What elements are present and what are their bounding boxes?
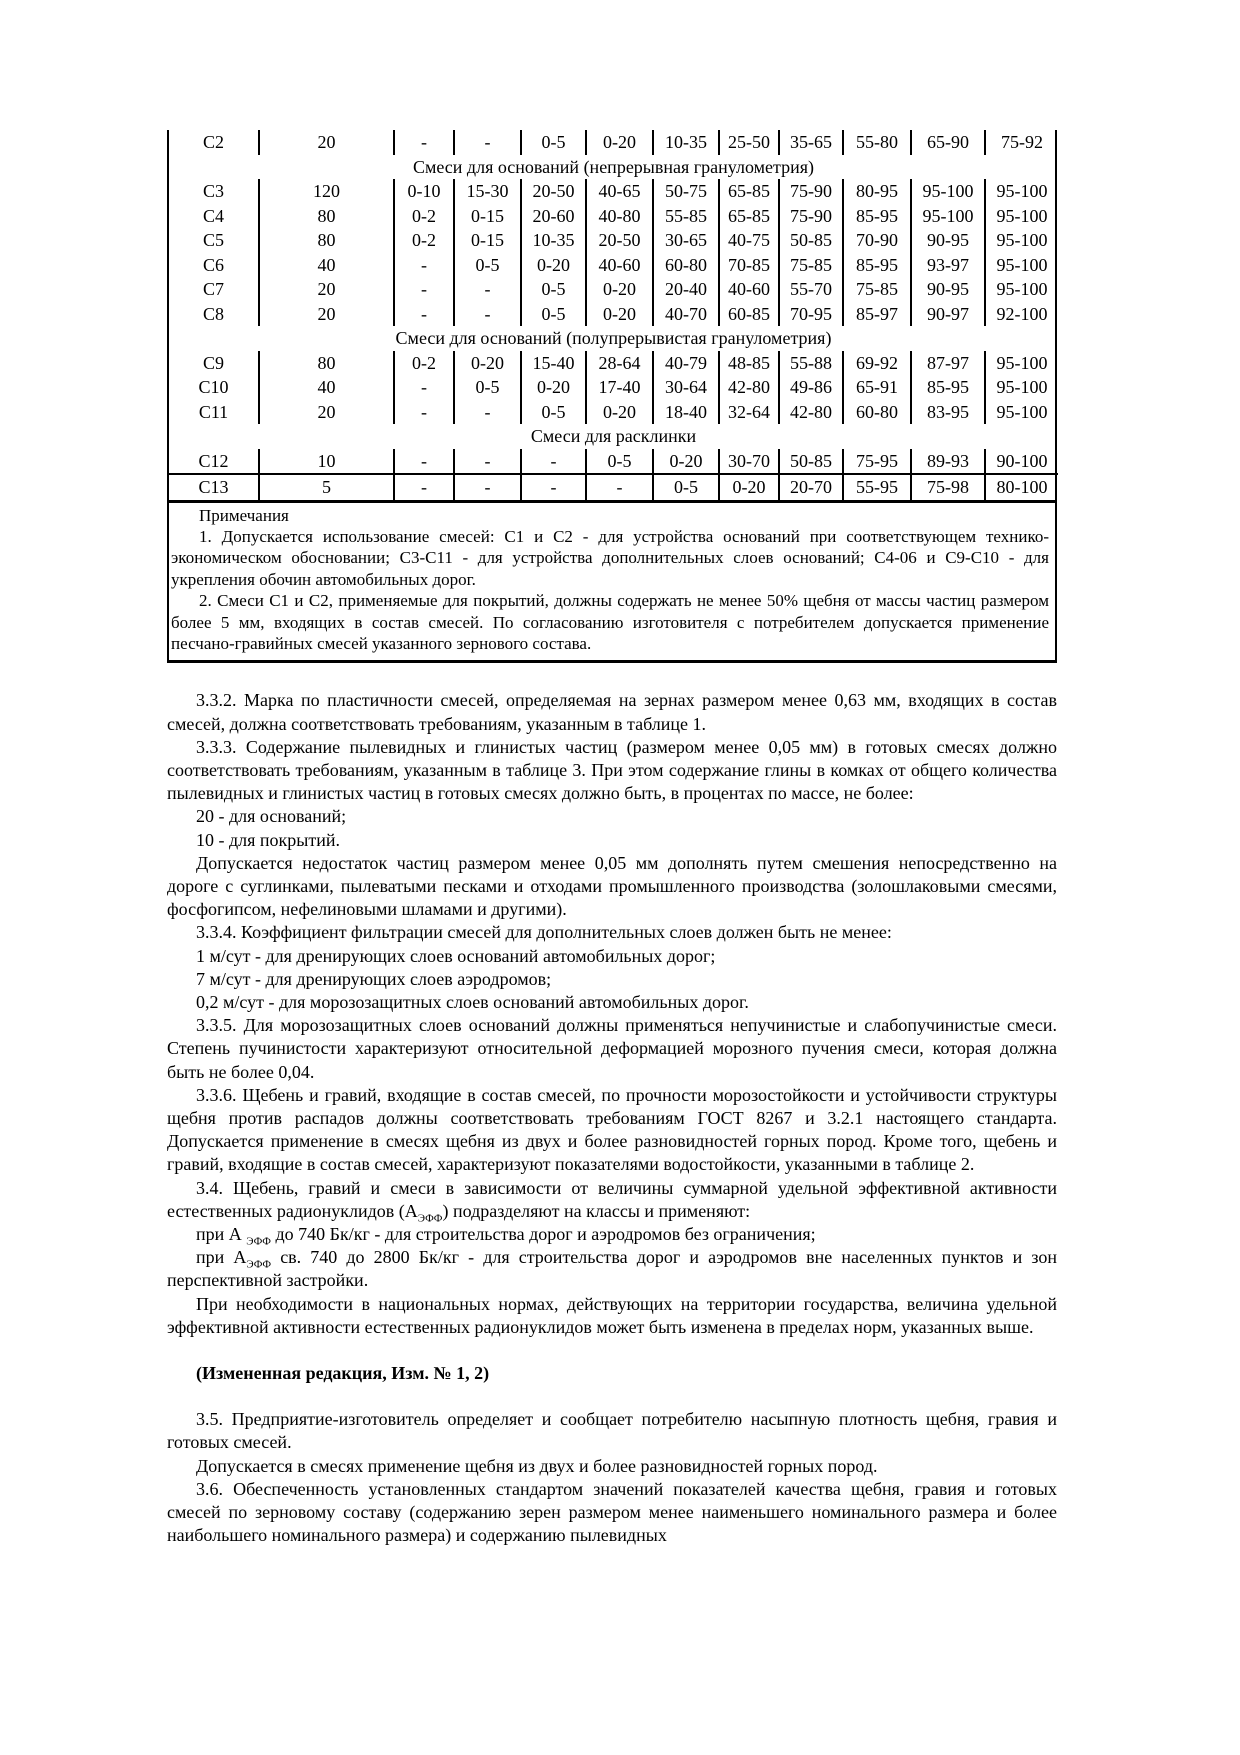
- mix-designation-cell: С8: [202, 303, 224, 324]
- table-cell: -: [454, 474, 521, 500]
- table-cell: 20-60: [521, 204, 586, 229]
- table-cell: 90-97: [911, 302, 985, 327]
- table-row: [169, 179, 1058, 204]
- subscript-text: ЭФФ: [246, 1235, 271, 1248]
- list-item-1msut: 1 м/сут - для дренирующих слоев оснований автомобильных дорог;: [196, 945, 716, 966]
- table-cell: 42-80: [779, 400, 843, 425]
- table-cell: 10-35: [653, 130, 719, 155]
- table-cell: -: [394, 449, 454, 475]
- table-cell: 30-64: [653, 375, 719, 400]
- table-cell: 0-2: [394, 351, 454, 376]
- table-cell: 80: [259, 228, 394, 253]
- table-cell: -: [394, 130, 454, 155]
- table-cell: -: [521, 449, 586, 475]
- table-cell: 65-90: [911, 130, 985, 155]
- table-row: [169, 474, 1058, 500]
- table-cell: 0-5: [653, 474, 719, 500]
- table-cell: 50-85: [779, 449, 843, 475]
- table-cell: 60-80: [843, 400, 911, 425]
- table-cell: 70-90: [843, 228, 911, 253]
- mix-designation-cell: С13: [169, 474, 259, 500]
- para-2800: при $А_{ЭФФ}$ св. 740 до 2800 Бк/кг - для строительства дорог и аэродромов вне населенных пунктов и зон перспективной застройки.: [167, 1247, 1057, 1291]
- table-cell: 69-92: [843, 351, 911, 376]
- table-cell: -: [394, 277, 454, 302]
- mix-designation-cell: С9: [202, 352, 224, 373]
- table-cell: 65-91: [843, 375, 911, 400]
- table-cell: -: [454, 277, 521, 302]
- table-cell: 20: [259, 400, 394, 425]
- table-row: [169, 400, 1058, 425]
- table-cell: 70-85: [719, 253, 779, 278]
- table-cell: 0-2: [394, 228, 454, 253]
- list-item-7msut: 7 м/сут - для дренирующих слоев аэродромов;: [196, 968, 552, 989]
- table-cell: 70-95: [779, 302, 843, 327]
- table-cell: 95-100: [911, 204, 985, 229]
- table-cell: -: [394, 375, 454, 400]
- table-cell: 80: [259, 204, 394, 229]
- table-cell: 32-64: [719, 400, 779, 425]
- table-cell: 95-100: [985, 228, 1058, 253]
- table-cell: 20-50: [521, 179, 586, 204]
- table-cell: 85-97: [843, 302, 911, 327]
- para-amended-edition: (Измененная редакция, Изм. № 1, 2): [196, 1363, 490, 1384]
- table-cell: 75-92: [985, 130, 1058, 155]
- para-3-3-2: 3.3.2. Марка по пластичности смесей, определяемая на зернах размером менее 0,63 мм, входящих в состав смесей, должна соответствовать требованиям, указанным в таблице 1.: [167, 690, 1057, 734]
- mix-designation-cell: С10: [198, 377, 229, 397]
- table-row: [169, 228, 1058, 253]
- table-cell: 5: [259, 474, 394, 500]
- table-cell: 20-50: [586, 228, 653, 253]
- table-row: [169, 204, 1058, 229]
- table-section-row: [169, 326, 1058, 351]
- table-cell: 95-100: [985, 351, 1058, 376]
- table-cell: 95-100: [985, 400, 1058, 425]
- list-item-bases: 20 - для оснований;: [196, 806, 347, 827]
- table-cell: 0-5: [521, 130, 586, 155]
- mix-designation-cell: С11: [198, 401, 229, 422]
- table-cell: 48-85: [719, 351, 779, 376]
- table-cell: 55-80: [843, 130, 911, 155]
- para-3-4: 3.4. Щебень, гравий и смеси в зависимости от величины суммарной удельной эффективной активности естественных радионуклидов $(А_{ЭФФ})$ подразделяют на классы и применяют:: [167, 1177, 1057, 1225]
- table-cell: 20: [259, 277, 394, 302]
- para-3-6: 3.6. Обеспеченность установленных стандартом значений показателей качества щебня, гравия и готовых смесей по зерновому составу (содержанию зерен размером менее наименьшего номинального размера и более наибольшего номинального размера) и содержанию пылевидных: [167, 1478, 1057, 1546]
- para-3-5: 3.5. Предприятие-изготовитель определяет и сообщает потребителю насыпную плотность щебня, гравия и готовых смесей.: [167, 1409, 1057, 1453]
- table-cell: 92-100: [985, 302, 1058, 327]
- para-3-3-5: 3.3.5. Для морозозащитных слоев оснований должны применяться непучинистые и слабопучинистые смеси. Степень пучинистости характеризуют относительной деформацией морозного пучения смеси, которая должна быть не более 0,04.: [167, 1015, 1057, 1082]
- table-cell: 95-100: [985, 277, 1058, 302]
- table-cell: 20-70: [779, 474, 843, 500]
- list-item-coatings: 10 - для покрытий.: [196, 829, 341, 850]
- table-cell: 10-35: [521, 228, 586, 253]
- table-cell: 0-5: [521, 302, 586, 327]
- table-notes: [169, 500, 1055, 664]
- table-cell: 40: [259, 253, 394, 278]
- table-cell: 0-15: [454, 204, 521, 229]
- table-cell: 0-20: [454, 351, 521, 376]
- table-cell: 55-85: [653, 204, 719, 229]
- table-cell: 95-100: [985, 375, 1058, 400]
- grain-size-table-frame: [167, 130, 1057, 663]
- subscript-text: ЭФФ: [417, 1212, 443, 1225]
- table-cell: 60-80: [653, 253, 719, 278]
- table-section-header: Смеси для расклинки: [530, 426, 697, 446]
- table-cell: 20: [259, 302, 394, 327]
- table-row: [169, 302, 1058, 327]
- table-row: [169, 351, 1058, 376]
- table-cell: 0-5: [521, 400, 586, 425]
- table-cell: 95-100: [985, 253, 1058, 278]
- table-cell: 40-60: [586, 253, 653, 278]
- para-3-3-4: 3.3.4. Коэффициент фильтрации смесей для дополнительных слоев должен быть не менее:: [196, 922, 892, 943]
- table-cell: 0-20: [586, 277, 653, 302]
- list-item-740: при А $_{ЭФФ}$ до 740 Бк/кг - для строительства дорог и аэродромов без ограничения;: [196, 1224, 816, 1248]
- table-cell: 83-95: [911, 400, 985, 425]
- table-cell: 0-20: [521, 253, 586, 278]
- table-cell: 42-80: [719, 375, 779, 400]
- table-cell: -: [454, 400, 521, 425]
- table-cell: 15-30: [454, 179, 521, 204]
- table-cell: 0-20: [521, 375, 586, 400]
- table-section-row: [169, 155, 1058, 180]
- table-cell: 50-75: [653, 179, 719, 204]
- table-cell: -: [454, 130, 521, 155]
- table-section-header: Смеси для оснований (непрерывная гранулометрия): [412, 156, 815, 177]
- table-cell: 18-40: [653, 400, 719, 425]
- table-cell: 0-20: [586, 302, 653, 327]
- mix-designation-cell: С7: [202, 279, 224, 299]
- mix-designation-cell: С4: [202, 205, 224, 226]
- page-content: [167, 130, 1057, 1547]
- table-cell: 85-95: [843, 204, 911, 229]
- table-cell: 87-97: [911, 351, 985, 376]
- table-cell: 0-15: [454, 228, 521, 253]
- table-cell: -: [586, 474, 653, 500]
- table-cell: 30-70: [719, 449, 779, 475]
- table-cell: -: [394, 253, 454, 278]
- table-cell: 0-10: [394, 179, 454, 204]
- table-cell: 75-90: [779, 179, 843, 204]
- table-cell: 85-95: [843, 253, 911, 278]
- table-cell: 80-95: [843, 179, 911, 204]
- body-text: [167, 689, 1057, 1547]
- mix-designation-cell: С2: [202, 132, 224, 152]
- table-cell: 0-20: [719, 474, 779, 500]
- table-cell: -: [394, 474, 454, 500]
- table-cell: 85-95: [911, 375, 985, 400]
- table-cell: 75-85: [843, 277, 911, 302]
- table-cell: 95-100: [911, 179, 985, 204]
- table-cell: 40-80: [586, 204, 653, 229]
- para-two-rocks: Допускается в смесях применение щебня из двух и более разновидностей горных пород.: [196, 1455, 878, 1476]
- table-row: [169, 130, 1058, 155]
- table-cell: 0-5: [454, 375, 521, 400]
- table-cell: 17-40: [586, 375, 653, 400]
- table-cell: 35-65: [779, 130, 843, 155]
- table-cell: 90-95: [911, 228, 985, 253]
- table-cell: 40-75: [719, 228, 779, 253]
- table-cell: 30-65: [653, 228, 719, 253]
- table-cell: 40-60: [719, 277, 779, 302]
- table-row: [169, 449, 1058, 475]
- table-section-row: [169, 424, 1058, 449]
- table-cell: 75-95: [843, 449, 911, 475]
- note-item-2: 2. Смеси С1 и С2, применяемые для покрытий, должны содержать не менее 50% щебня от массы частиц размером более 5 мм, входящих в состав смесей. По согласованию изготовителя с потребителем допускается применение песчано-гравийных смесей указанного зернового состава.: [171, 591, 1049, 653]
- subscript-text: ЭФФ: [246, 1258, 272, 1271]
- table-cell: 65-85: [719, 204, 779, 229]
- table-cell: 55-88: [779, 351, 843, 376]
- table-cell: 55-70: [779, 277, 843, 302]
- table-cell: -: [454, 302, 521, 327]
- table-cell: 0-5: [454, 253, 521, 278]
- table-cell: 93-97: [911, 253, 985, 278]
- table-cell: 0-5: [586, 449, 653, 475]
- table-cell: 15-40: [521, 351, 586, 376]
- table-cell: 75-85: [779, 253, 843, 278]
- table-cell: 65-85: [719, 179, 779, 204]
- table-cell: 0-20: [653, 449, 719, 475]
- table-cell: 40-79: [653, 351, 719, 376]
- table-cell: 20-40: [653, 277, 719, 302]
- table-cell: 50-85: [779, 228, 843, 253]
- table-cell: -: [394, 302, 454, 327]
- table-cell: 95-100: [985, 179, 1058, 204]
- para-shortage: Допускается недостаток частиц размером менее 0,05 мм дополнять путем смешения непосредственно на дороге с суглинками, пылеватыми песками и отходами промышленного производства (золошлаковыми смесями, фосфогипсом, нефелиновыми шламами и другими).: [167, 852, 1057, 920]
- table-cell: 89-93: [911, 449, 985, 475]
- table-cell: 0-2: [394, 204, 454, 229]
- mix-designation-cell: С5: [202, 230, 224, 250]
- para-3-3-3: 3.3.3. Содержание пылевидных и глинистых частиц (размером менее 0,05 мм) в готовых смесях должно соответствовать требованиям, указанным в таблице 3. При этом содержание глины в комках от общего количества пылевидных и глинистых частиц в готовых смесях должно быть, в процентах по массе, не более:: [167, 736, 1057, 804]
- table-cell: 75-98: [911, 474, 985, 500]
- table-cell: 60-85: [719, 302, 779, 327]
- table-cell: 90-100: [985, 449, 1058, 475]
- table-cell: 90-95: [911, 277, 985, 302]
- table-cell: 40-70: [653, 302, 719, 327]
- table-cell: 120: [259, 179, 394, 204]
- table-cell: 40: [259, 375, 394, 400]
- table-cell: 40-65: [586, 179, 653, 204]
- table-cell: 75-90: [779, 204, 843, 229]
- table-cell: -: [394, 400, 454, 425]
- table-cell: 95-100: [985, 204, 1058, 229]
- notes-title: Примечания: [199, 505, 289, 525]
- table-cell: 49-86: [779, 375, 843, 400]
- table-row: [169, 375, 1058, 400]
- table-cell: 0-5: [521, 277, 586, 302]
- table-cell: 80: [259, 351, 394, 376]
- para-3-3-6: 3.3.6. Щебень и гравий, входящие в состав смесей, по прочности морозостойкости и устойчивости структуры щебня против распадов должны соответствовать требованиям ГОСТ 8267 и 3.2.1 настоящего стандарта. Допускается применение в смесях щебня из двух и более разновидностей горных пород. Кроме того, щебень и гравий, входящие в состав смесей, характеризуют показателями водостойкости, указанными в таблице 2.: [167, 1084, 1057, 1175]
- table-cell: 20: [259, 130, 394, 155]
- table-row: [169, 277, 1058, 302]
- mix-designation-cell: С3: [202, 181, 224, 201]
- table-cell: -: [454, 449, 521, 475]
- table-cell: 0-20: [586, 130, 653, 155]
- table-row: [169, 253, 1058, 278]
- list-item-02msut: 0,2 м/сут - для морозозащитных слоев оснований автомобильных дорог.: [196, 991, 749, 1012]
- table-cell: -: [521, 474, 586, 500]
- table-cell: 80-100: [985, 474, 1058, 500]
- para-national-norms: При необходимости в национальных нормах, действующих на территории государства, величина удельной эффективной активности естественных радионуклидов может быть изменена в пределах норм, указанных выше.: [167, 1293, 1057, 1337]
- grain-size-table: [169, 130, 1058, 500]
- mix-designation-cell: С12: [198, 450, 229, 471]
- table-section-header: Смеси для оснований (полупрерывистая гранулометрия): [395, 328, 832, 348]
- table-cell: 55-95: [843, 474, 911, 500]
- table-cell: 10: [259, 449, 394, 475]
- table-cell: 28-64: [586, 351, 653, 376]
- table-cell: 0-20: [586, 400, 653, 425]
- mix-designation-cell: С6: [202, 254, 224, 275]
- table-cell: 25-50: [719, 130, 779, 155]
- note-item-1: 1. Допускается использование смесей: С1 и С2 - для устройства оснований при соответствующем технико-экономическом обосновании; С3-С11 - для устройства дополнительных слоев оснований; С4-06 и С9-С10 - для укрепления обочин автомобильных дорог.: [171, 526, 1049, 589]
